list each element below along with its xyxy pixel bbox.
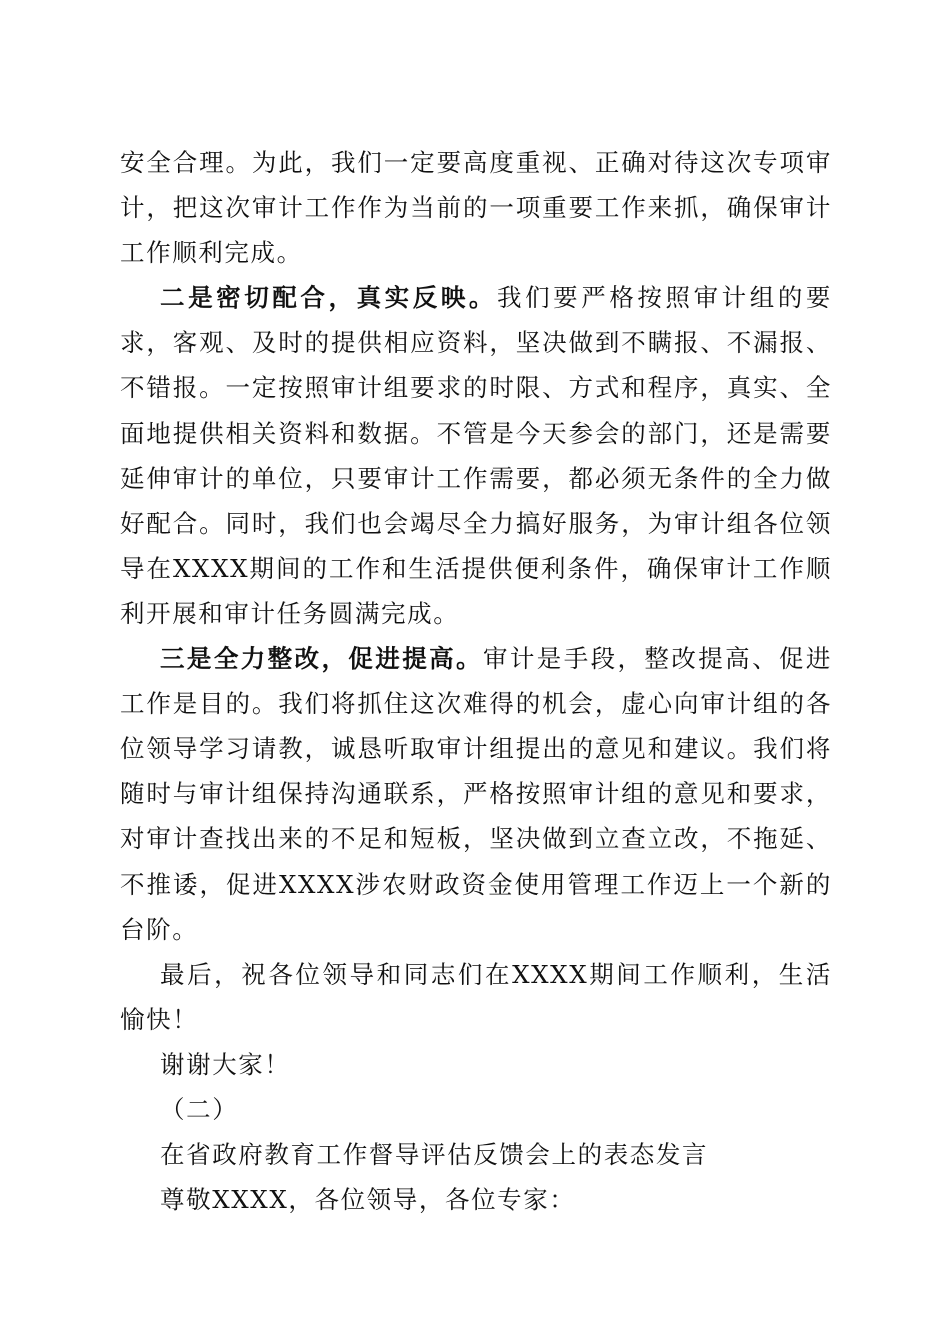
paragraph-text: 最后，祝各位领导和同志们在XXXX期间工作顺利，生活愉快！ [120,959,832,1034]
paragraph-text: 谢谢大家！ [160,1049,291,1079]
paragraph-continuation [120,140,832,275]
section-number-text: （二） [160,1094,239,1124]
point-heading: 二是密切配合，真实反映。 [160,283,497,313]
point-heading: 三是全力整改，促进提高。 [160,644,483,674]
document-body [120,140,832,1222]
salutation [120,1177,832,1222]
paragraph-closing-wishes [120,952,832,1042]
paragraph-point-three [120,636,832,952]
paragraph-thanks [120,1042,832,1087]
speech-title [120,1132,832,1177]
paragraph-text: 我们要严格按照审计组的要求，客观、及时的提供相应资料，坚决做到不瞒报、不漏报、不错报。一定按照审计组要求的时限、方式和程序，真实、全面地提供相关资料和数据。不管是今天参会的部门，还是需要延伸审计的单位，只要审计工作需要，都必须无条件的全力做好配合。同时，我们也会竭尽全力搞好服务，为审计组各位领导在XXXX期间的工作和生活提供便利条件，确保审计工作顺利开展和审计任务圆满完成。 [120,283,833,628]
paragraph-point-two [120,275,832,636]
speech-title-text: 在省政府教育工作督导评估反馈会上的表态发言 [160,1140,709,1170]
section-number [120,1087,832,1132]
paragraph-text: 审计是手段，整改提高、促进工作是目的。我们将抓住这次难得的机会，虚心向审计组的各位领导学习请教，诚恳听取审计组提出的意见和建议。我们将随时与审计组保持沟通联系，严格按照审计组的意见和要求，对审计查找出来的不足和短板，坚决做到立查立改，不拖延、不推诿，促进XXXX涉农财政资金使用管理工作迈上一个新的台阶。 [120,644,832,944]
salutation-text: 尊敬XXXX，各位领导，各位专家： [160,1185,576,1215]
paragraph-text: 安全合理。为此，我们一定要高度重视、正确对待这次专项审计，把这次审计工作作为当前的一项重要工作来抓，确保审计工作顺利完成。 [120,148,832,268]
